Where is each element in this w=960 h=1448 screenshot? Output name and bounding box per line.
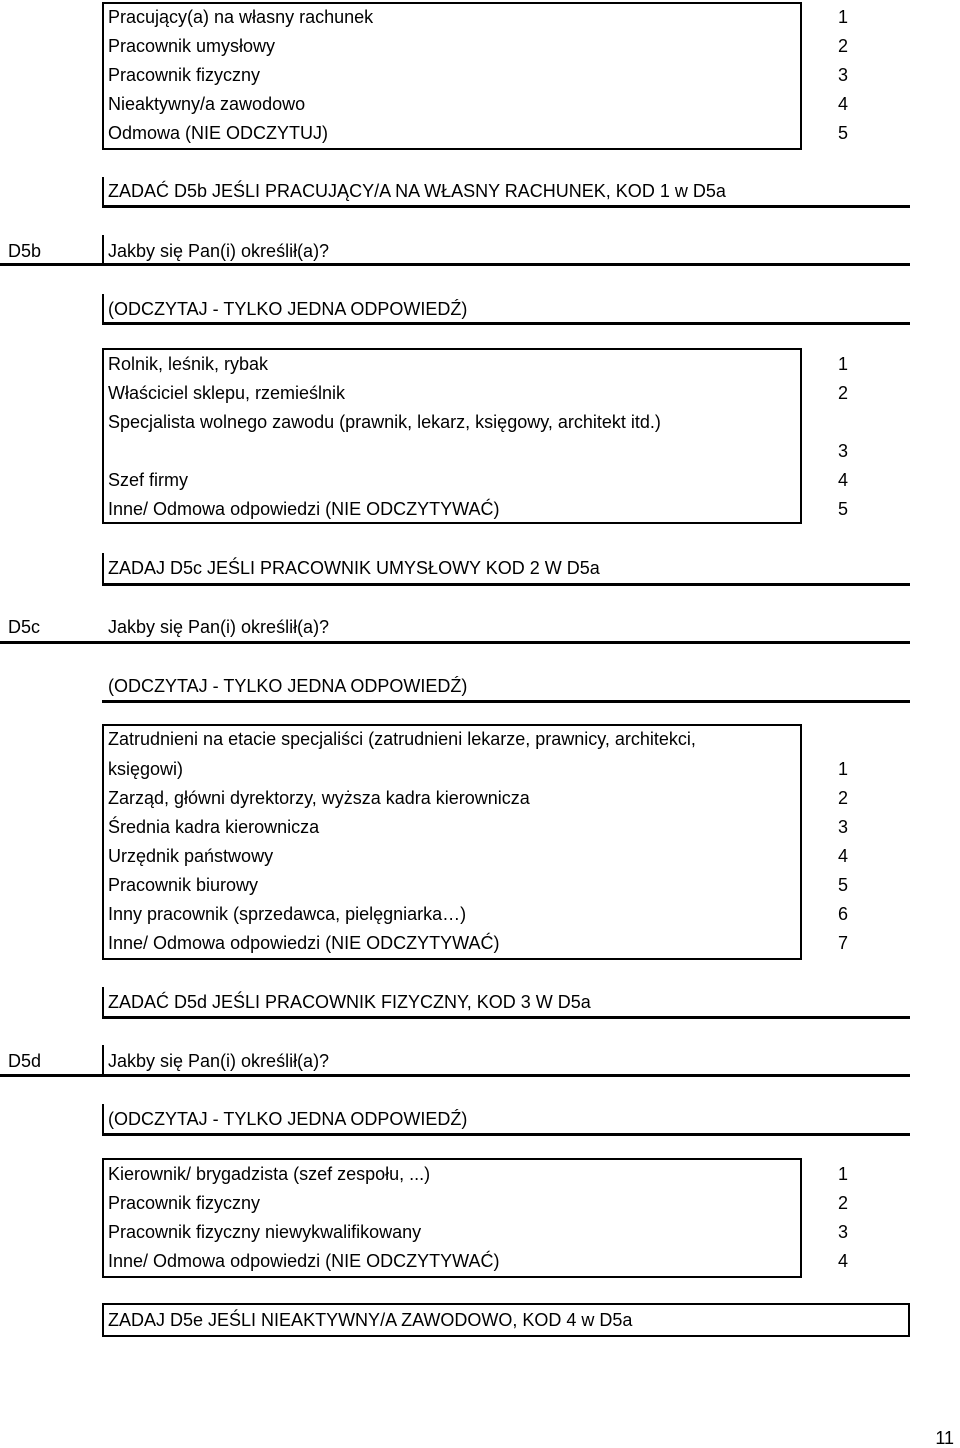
option-code: 1 — [838, 1164, 849, 1184]
option-code: 3 — [838, 1222, 849, 1242]
option-label: Pracownik fizyczny — [108, 1193, 261, 1213]
left-rule — [102, 553, 104, 584]
option-code: 1 — [838, 354, 849, 374]
option-label: Urzędnik państwowy — [108, 846, 274, 866]
question-underline — [0, 641, 910, 644]
question-code-d5d: D5d — [8, 1051, 42, 1071]
page-number: 11 — [935, 1428, 954, 1448]
routing-underline — [102, 583, 910, 586]
option-label: Pracownik biurowy — [108, 875, 259, 895]
option-code: 1 — [838, 7, 849, 27]
option-label: Zatrudnieni na etacie specjaliści (zatrudnieni lekarze, prawnicy, architekci, — [108, 729, 696, 749]
question-text: Jakby się Pan(i) określił(a)? — [108, 1051, 330, 1071]
option-code: 5 — [838, 123, 849, 143]
option-label: Pracujący(a) na własny rachunek — [108, 7, 374, 27]
left-rule — [102, 177, 104, 208]
left-rule — [102, 294, 104, 325]
option-code: 7 — [838, 933, 849, 953]
question-code-d5c: D5c — [8, 617, 41, 637]
left-rule — [102, 987, 104, 1018]
option-label: Inne/ Odmowa odpowiedzi (NIE ODCZYTYWAĆ) — [108, 933, 500, 953]
left-rule — [102, 1045, 104, 1076]
option-label: Pracownik fizyczny — [108, 65, 261, 85]
option-code: 5 — [838, 499, 849, 519]
option-code: 5 — [838, 875, 849, 895]
question-code-d5b: D5b — [8, 241, 42, 261]
option-label: Inne/ Odmowa odpowiedzi (NIE ODCZYTYWAĆ) — [108, 499, 500, 519]
question-text: Jakby się Pan(i) określił(a)? — [108, 617, 330, 637]
option-code: 2 — [838, 1193, 849, 1213]
routing-instruction: ZADAĆ D5d JEŚLI PRACOWNIK FIZYCZNY, KOD 3 W D5a — [108, 992, 591, 1012]
option-code: 4 — [838, 1251, 849, 1271]
option-code: 3 — [838, 817, 849, 837]
instruction-text: (ODCZYTAJ - TYLKO JEDNA ODPOWIEDŹ) — [108, 299, 468, 319]
instruction-underline — [102, 1133, 910, 1136]
option-code: 2 — [838, 383, 849, 403]
option-label: Pracownik umysłowy — [108, 36, 276, 56]
option-code: 4 — [838, 846, 849, 866]
left-rule — [102, 235, 104, 266]
option-label: Średnia kadra kierownicza — [108, 817, 320, 837]
option-code: 6 — [838, 904, 849, 924]
routing-instruction: ZADAJ D5c JEŚLI PRACOWNIK UMYSŁOWY KOD 2 W D5a — [108, 558, 600, 578]
left-rule — [102, 1104, 104, 1135]
routing-instruction: ZADAĆ D5b JEŚLI PRACUJĄCY/A NA WŁASNY RACHUNEK, KOD 1 w D5a — [108, 181, 726, 201]
question-underline — [0, 1074, 910, 1077]
routing-underline — [102, 205, 910, 208]
question-text: Jakby się Pan(i) określił(a)? — [108, 241, 330, 261]
instruction-underline — [102, 700, 910, 703]
instruction-text: (ODCZYTAJ - TYLKO JEDNA ODPOWIEDŹ) — [108, 676, 468, 696]
option-label: Zarząd, główni dyrektorzy, wyższa kadra kierownicza — [108, 788, 530, 808]
option-label: Pracownik fizyczny niewykwalifikowany — [108, 1222, 422, 1242]
option-code: 2 — [838, 788, 849, 808]
option-label: księgowi) — [108, 759, 184, 779]
option-label: Właściciel sklepu, rzemieślnik — [108, 383, 346, 403]
routing-underline — [102, 1016, 910, 1019]
option-label: Odmowa (NIE ODCZYTUJ) — [108, 123, 329, 143]
instruction-underline — [102, 322, 910, 325]
option-code: 3 — [838, 65, 849, 85]
routing-instruction: ZADAJ D5e JEŚLI NIEAKTYWNY/A ZAWODOWO, KOD 4 w D5a — [108, 1310, 633, 1330]
option-code: 2 — [838, 36, 849, 56]
option-label: Inne/ Odmowa odpowiedzi (NIE ODCZYTYWAĆ) — [108, 1251, 500, 1271]
option-code: 1 — [838, 759, 849, 779]
option-label: Rolnik, leśnik, rybak — [108, 354, 269, 374]
question-underline — [0, 263, 910, 266]
option-label: Nieaktywny/a zawodowo — [108, 94, 306, 114]
option-label: Specjalista wolnego zawodu (prawnik, lekarz, księgowy, architekt itd.) — [108, 412, 661, 432]
option-label: Kierownik/ brygadzista (szef zespołu, ...) — [108, 1164, 431, 1184]
instruction-text: (ODCZYTAJ - TYLKO JEDNA ODPOWIEDŹ) — [108, 1109, 468, 1129]
option-label: Szef firmy — [108, 470, 189, 490]
option-code: 4 — [838, 94, 849, 114]
option-label: Inny pracownik (sprzedawca, pielęgniarka…) — [108, 904, 467, 924]
option-code: 4 — [838, 470, 849, 490]
option-code: 3 — [838, 441, 849, 461]
